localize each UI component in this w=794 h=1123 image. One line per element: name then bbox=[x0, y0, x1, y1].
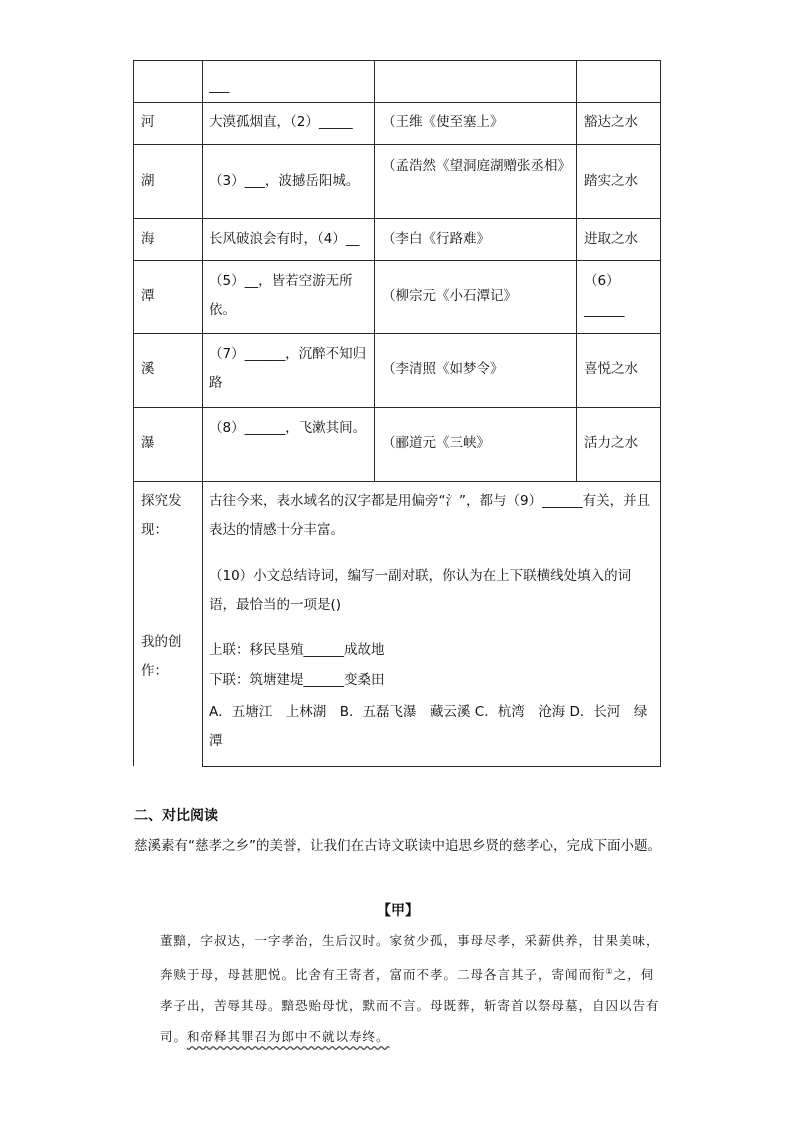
row2-verse: （3）___，波撼岳阳城。 bbox=[209, 173, 360, 189]
row6-water: 瀑 bbox=[141, 435, 155, 451]
footnote-marker: ① bbox=[605, 967, 614, 976]
couplet-lower: 下联：筑塘建堤______变桑田 bbox=[209, 672, 385, 688]
row3-verse: 长风破浪会有时，（4）__ bbox=[209, 231, 360, 247]
section-intro: 慈溪素有“慈孝之乡”的美誉，让我们在古诗文联读中追思乡贤的慈孝心，完成下面小题。 bbox=[134, 838, 661, 854]
row2-source: （孟浩然《望洞庭湖赠张丞相》 bbox=[382, 158, 571, 174]
row1-water: 河 bbox=[141, 114, 155, 130]
row1-feeling: 豁达之水 bbox=[584, 114, 638, 130]
explore-label: 探究发现： bbox=[141, 493, 182, 538]
row3-source: （李白《行路难》 bbox=[382, 231, 490, 247]
row4-feeling: （6）______ bbox=[584, 273, 625, 318]
row0-verse: ___ bbox=[209, 78, 230, 94]
row4-water: 潭 bbox=[141, 288, 155, 304]
create-question: （10）小文总结诗词，编写一副对联，你认为在上下联横线处填入的词语，最恰当的一项是() bbox=[209, 568, 632, 613]
row5-water: 溪 bbox=[141, 361, 155, 377]
passage-text-2: 之，伺孝子出，苦辱其母。黯恐贻母忧，默而不言。母既葬，斩寄首以祭母墓，自囚以告有司。 bbox=[160, 967, 660, 1045]
passage-jia bbox=[134, 925, 662, 1052]
row6-feeling: 活力之水 bbox=[584, 435, 638, 451]
create-label: 我的创作： bbox=[141, 634, 182, 679]
couplet-upper: 上联：移民垦殖______成故地 bbox=[209, 642, 385, 658]
row6-verse: （8）______，飞漱其间。 bbox=[209, 420, 367, 436]
row4-verse: （5）__，皆若空游无所依。 bbox=[209, 273, 353, 318]
row6-source: （郦道元《三峡》 bbox=[382, 435, 490, 451]
row4-source: （柳宗元《小石潭记》 bbox=[382, 288, 517, 304]
row1-source: （王维《使至塞上》 bbox=[382, 114, 504, 130]
row5-verse: （7）______，沉醉不知归路 bbox=[209, 346, 367, 391]
row2-feeling: 踏实之水 bbox=[584, 173, 638, 189]
row2-water: 湖 bbox=[141, 173, 155, 189]
row5-feeling: 喜悦之水 bbox=[584, 361, 638, 377]
passage-text-1: 董黯，字叔达，一字孝治，生后汉时。家贫少孤，事母尽孝，采薪供养，甘果美味，奔赎于母，母甚肥悦。比舍有王寄者，富而不孝。二母各言其子，寄闻而衔 bbox=[160, 933, 660, 983]
passage-jia-heading: 【甲】 bbox=[377, 903, 419, 919]
passage-wavy-sentence: 和帝释其罪召为郎中不就以寿终。 bbox=[187, 1029, 390, 1045]
section-title: 二、对比阅读 bbox=[134, 808, 218, 824]
row3-water: 海 bbox=[141, 231, 155, 247]
row5-source: （李清照《如梦令》 bbox=[382, 361, 504, 377]
explore-text: 古往今来，表水域名的汉字都是用偏旁“氵”，都与（9）______有关，并且表达的情感十分丰富。 bbox=[209, 493, 651, 538]
answer-options: A．五塘江 上林湖 B．五磊飞瀑 藏云溪 C．杭湾 沧海 D．长河 绿潭 bbox=[209, 704, 648, 749]
row3-feeling: 进取之水 bbox=[584, 231, 638, 247]
row1-verse: 大漠孤烟直，（2）_____ bbox=[209, 114, 353, 130]
